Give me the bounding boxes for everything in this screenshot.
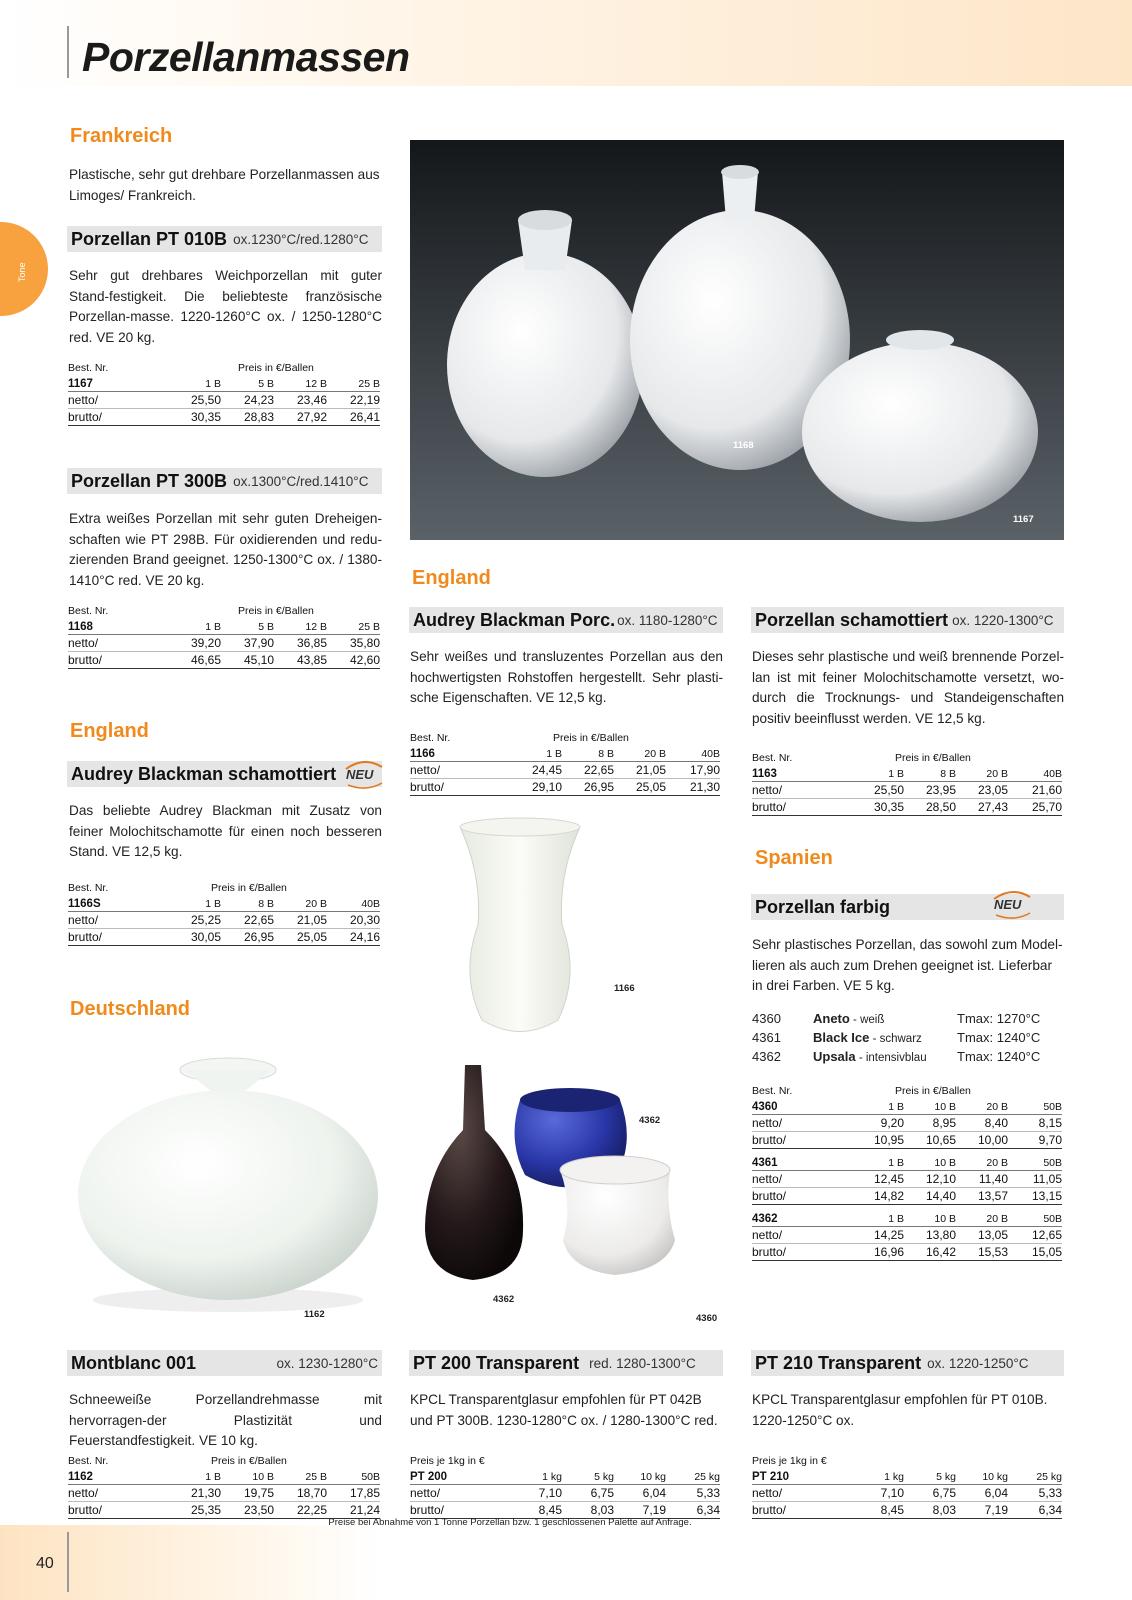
price-cell: 7,19	[984, 1503, 1008, 1517]
color-nr: 4360	[752, 1011, 781, 1026]
page-number: 40	[36, 1555, 54, 1572]
price-table-pt010b	[68, 362, 380, 426]
price-cell: 21,30	[689, 780, 720, 794]
price-cell: 21,30	[190, 1486, 221, 1500]
price-cell: 25,05	[296, 930, 327, 944]
product-header-pt210	[751, 1350, 1064, 1376]
product-temp: ox.1230°C/red.1280°C	[233, 231, 369, 247]
price-cell: 43,85	[296, 653, 327, 667]
bestnr-label: Best. Nr.	[752, 1085, 793, 1097]
price-table-1162	[68, 1455, 380, 1519]
price-cell: 7,10	[538, 1486, 562, 1500]
col-header: 10 B	[934, 1156, 956, 1169]
pt200-description: KPCL Transparentglasur empfohlen für PT 042B und PT 300B. 1230-1280°C ox. / 1280-1300°C red.	[410, 1392, 718, 1428]
color-row	[752, 1010, 1064, 1029]
photo-colored-vases	[405, 1060, 727, 1320]
netto-label: netto/	[68, 1486, 99, 1500]
col-header: 1 B	[888, 1100, 904, 1113]
price-cell: 26,95	[583, 780, 614, 794]
col-header: 5 kg	[936, 1470, 956, 1483]
price-cell: 23,50	[243, 1503, 274, 1517]
price-cell: 5,33	[696, 1486, 720, 1500]
netto-label: netto/	[68, 393, 99, 407]
price-cell: 8,03	[590, 1503, 614, 1517]
price-cell: 17,85	[349, 1486, 380, 1500]
price-cell: 6,04	[984, 1486, 1008, 1500]
netto-label: netto/	[752, 1172, 783, 1186]
price-label: Preis in €/Ballen	[211, 882, 287, 894]
product-header-audrey-porc	[409, 607, 723, 633]
col-header: 50B	[1043, 1212, 1062, 1225]
price-cell: 23,95	[925, 783, 956, 797]
price-cell: 25,50	[190, 393, 221, 407]
col-header: 5 kg	[594, 1470, 614, 1483]
color-suffix: - weiß	[849, 1014, 885, 1026]
col-header: 10 B	[934, 1212, 956, 1225]
price-cell: 13,57	[977, 1189, 1008, 1203]
price-cell: 15,53	[977, 1245, 1008, 1259]
brutto-label: brutto/	[68, 410, 103, 424]
audrey-porc-description: Sehr weißes und transluzentes Porzellan aus den hochwertigsten Rohstoffen hergestellt. Sehr plasti-sche Eigenschaften. VE 12,5 kg.	[410, 649, 723, 705]
montblanc-description: Schneeweiße Porzellandrehmasse mit hervorragen-der Plastizität und Feuerstandfestigkeit. VE 10 kg.	[69, 1392, 382, 1448]
price-table-1166s	[68, 882, 380, 946]
col-header: 1 B	[205, 1470, 221, 1483]
new-badge-label: NEU	[346, 767, 374, 782]
brutto-label: brutto/	[752, 1189, 787, 1203]
product-header-pt010b	[67, 226, 382, 252]
brutto-label: brutto/	[68, 1503, 103, 1517]
caption-1167: 1167	[1013, 514, 1034, 525]
col-header: 25 kg	[694, 1470, 720, 1483]
caption-4362-dark: 4362	[493, 1294, 515, 1305]
col-header: 20 B	[986, 1156, 1008, 1169]
netto-label: netto/	[752, 1228, 783, 1242]
price-cell: 6,34	[1038, 1503, 1062, 1517]
col-header: 20 B	[986, 1212, 1008, 1225]
price-cell: 23,05	[977, 783, 1008, 797]
price-cell: 10,65	[925, 1133, 956, 1147]
colored-vases-illustration	[405, 1060, 727, 1320]
price-cell: 11,05	[1032, 1172, 1062, 1186]
price-cell: 8,95	[932, 1116, 956, 1130]
price-cell: 27,92	[296, 410, 327, 424]
col-header: 25 B	[358, 377, 380, 390]
col-header: 40B	[1043, 767, 1062, 780]
brutto-label: brutto/	[752, 1503, 787, 1517]
color-tmax: Tmax: 1270°C	[957, 1011, 1041, 1026]
price-cell: 13,05	[977, 1228, 1008, 1242]
price-per-kg-label: Preis je 1kg in €	[410, 1455, 485, 1467]
price-label: Preis in €/Ballen	[895, 1085, 971, 1097]
product-name: PT 210 Transparent	[755, 1352, 922, 1373]
netto-label: netto/	[752, 1116, 783, 1130]
new-badge	[990, 888, 1034, 920]
footer-background	[0, 1525, 380, 1600]
price-cell: 35,80	[349, 636, 380, 650]
bestnr-label: Best. Nr.	[68, 882, 109, 894]
col-header: 1 B	[205, 620, 221, 633]
col-header: 1 B	[546, 747, 562, 760]
product-temp: ox. 1220-1250°C	[927, 1355, 1029, 1371]
col-header: 25 B	[358, 620, 380, 633]
price-table-pt200	[410, 1455, 720, 1519]
product-header-audrey-schamottiert	[67, 761, 382, 787]
price-cell: 27,43	[977, 800, 1008, 814]
color-tmax: Tmax: 1240°C	[957, 1049, 1041, 1064]
price-cell: 17,90	[689, 763, 720, 777]
product-name: Montblanc 001	[71, 1352, 197, 1373]
bestnr-label: Best. Nr.	[68, 1455, 109, 1467]
price-cell: 9,20	[880, 1116, 904, 1130]
vase-1162-illustration	[68, 1040, 382, 1322]
col-header: 40B	[701, 747, 720, 760]
caption-4362-blue: 4362	[639, 1115, 661, 1126]
netto-label: netto/	[68, 636, 99, 650]
col-header: 1 kg	[884, 1470, 904, 1483]
footnote: Preise bei Abnahme von 1 Tonne Porzellan bzw. 1 geschlossenen Palette auf Anfrage.	[328, 1517, 692, 1528]
col-header: 25 B	[305, 1470, 327, 1483]
color-row	[752, 1029, 1064, 1048]
article-number: PT 200	[410, 1470, 448, 1483]
price-cell: 25,50	[873, 783, 904, 797]
photo-1162	[68, 1040, 382, 1322]
col-header: 8 B	[598, 747, 614, 760]
brutto-label: brutto/	[752, 1133, 787, 1147]
price-cell: 6,75	[590, 1486, 614, 1500]
audrey-schamottiert-description: Das beliebte Audrey Blackman mit Zusatz von feiner Molochitschamotte für einen noch besseren Stand. VE 12,5 kg.	[69, 803, 382, 859]
side-tab-label: Tone	[17, 262, 27, 282]
col-header: 20 B	[986, 1100, 1008, 1113]
article-number: 4361	[752, 1156, 778, 1169]
price-cell: 26,95	[243, 930, 274, 944]
product-temp: ox. 1230-1280°C	[276, 1355, 378, 1371]
price-cell: 24,16	[349, 930, 380, 944]
col-header: 8 B	[258, 897, 274, 910]
price-cell: 14,82	[873, 1189, 904, 1203]
col-header: 25 kg	[1036, 1470, 1062, 1483]
price-cell: 20,30	[349, 913, 380, 927]
price-cell: 13,80	[925, 1228, 956, 1242]
price-cell: 23,46	[296, 393, 327, 407]
price-cell: 25,05	[635, 780, 666, 794]
section-frankreich: Frankreich	[70, 125, 173, 147]
price-cell: 28,83	[243, 410, 274, 424]
price-label: Preis in €/Ballen	[238, 362, 314, 374]
price-cell: 12,65	[1031, 1228, 1062, 1242]
col-header: 40B	[361, 897, 380, 910]
vases-1168-1167-illustration	[410, 140, 1064, 540]
price-cell: 37,90	[243, 636, 274, 650]
price-cell: 30,05	[190, 930, 221, 944]
price-cell: 28,50	[925, 800, 956, 814]
brutto-label: brutto/	[410, 1503, 445, 1517]
netto-label: netto/	[752, 783, 783, 797]
price-cell: 12,10	[925, 1172, 956, 1186]
col-header: 5 B	[258, 377, 274, 390]
product-temp: ox. 1220-1300°C	[952, 612, 1054, 628]
price-table-pt210	[752, 1455, 1062, 1519]
price-cell: 12,45	[873, 1172, 904, 1186]
article-number: 1162	[68, 1470, 93, 1483]
caption-1162: 1162	[304, 1309, 325, 1320]
frankreich-description: Plastische, sehr gut drehbare Porzellanmassen aus Limoges/ Frankreich.	[69, 167, 380, 203]
col-header: 8 B	[940, 767, 956, 780]
bestnr-label: Best. Nr.	[410, 732, 451, 744]
section-england-2: England	[412, 567, 491, 589]
color-name: Black Ice	[813, 1030, 870, 1045]
col-header: 50B	[361, 1470, 380, 1483]
color-suffix: - schwarz	[869, 1033, 922, 1045]
col-header: 10 B	[934, 1100, 956, 1113]
product-name: Porzellan schamottiert	[755, 609, 949, 630]
col-header: 1 B	[205, 897, 221, 910]
section-spanien: Spanien	[755, 847, 833, 869]
product-name: Audrey Blackman schamottiert	[71, 763, 337, 784]
product-name: Porzellan PT 010B	[71, 228, 228, 249]
price-label: Preis in €/Ballen	[895, 752, 971, 764]
price-cell: 36,85	[296, 636, 327, 650]
col-header: 10 kg	[640, 1470, 666, 1483]
bestnr-label: Best. Nr.	[68, 362, 109, 374]
netto-label: netto/	[410, 1486, 441, 1500]
price-cell: 16,96	[873, 1245, 904, 1259]
color-name: Upsala	[813, 1049, 856, 1064]
pt210-description: KPCL Transparentglasur empfohlen für PT 010B. 1220-1250°C ox.	[752, 1392, 1048, 1428]
price-cell: 39,20	[190, 636, 221, 650]
price-cell: 22,25	[296, 1503, 327, 1517]
price-cell: 24,45	[531, 763, 562, 777]
price-table-pt300b	[68, 605, 380, 669]
col-header: 10 kg	[982, 1470, 1008, 1483]
price-cell: 8,45	[538, 1503, 562, 1517]
col-header: 5 B	[258, 620, 274, 633]
header-rule	[67, 26, 69, 78]
price-cell: 7,19	[642, 1503, 666, 1517]
product-temp: ox. 1180-1280°C	[617, 612, 718, 628]
product-temp: ox.1300°C/red.1410°C	[233, 473, 369, 489]
product-name: Porzellan farbig	[755, 896, 891, 917]
price-cell: 10,00	[977, 1133, 1008, 1147]
price-cell: 21,05	[635, 763, 666, 777]
product-header-pt300b	[67, 468, 382, 494]
price-label: Preis in €/Ballen	[238, 605, 314, 617]
brutto-label: brutto/	[410, 780, 445, 794]
price-cell: 25,35	[190, 1503, 221, 1517]
price-cell: 7,10	[880, 1486, 904, 1500]
col-header: 1 kg	[542, 1470, 562, 1483]
caption-1168: 1168	[733, 440, 754, 451]
price-cell: 30,35	[873, 800, 904, 814]
price-cell: 24,23	[243, 393, 274, 407]
col-header: 1 B	[888, 767, 904, 780]
col-header: 50B	[1043, 1100, 1062, 1113]
price-cell: 30,35	[190, 410, 221, 424]
section-deutschland: Deutschland	[70, 998, 191, 1020]
color-name: Aneto	[813, 1011, 850, 1026]
article-number: 1167	[68, 377, 93, 390]
price-cell: 6,04	[642, 1486, 666, 1500]
col-header: 20 B	[644, 747, 666, 760]
caption-1166: 1166	[614, 983, 635, 994]
article-number: 1166	[410, 747, 435, 760]
price-table-1163	[752, 752, 1062, 816]
price-cell: 21,05	[296, 913, 327, 927]
vase-1166-illustration	[440, 815, 600, 1045]
price-cell: 26,41	[349, 410, 380, 424]
col-header: 12 B	[305, 377, 327, 390]
section-england: England	[70, 720, 149, 742]
price-table-farbig	[752, 1085, 1062, 1261]
color-tmax: Tmax: 1240°C	[957, 1030, 1041, 1045]
price-cell: 14,40	[925, 1189, 956, 1203]
article-number: 4360	[752, 1100, 778, 1113]
col-header: 20 B	[305, 897, 327, 910]
color-nr: 4362	[752, 1049, 781, 1064]
brutto-label: brutto/	[68, 930, 103, 944]
price-cell: 16,42	[925, 1245, 956, 1259]
price-cell: 22,65	[583, 763, 614, 777]
article-number: 1163	[752, 767, 777, 780]
price-cell: 8,03	[932, 1503, 956, 1517]
bestnr-label: Best. Nr.	[752, 752, 793, 764]
porzellan-schamottiert-description: Dieses sehr plastische und weiß brennende Porzel-lan ist mit feiner Molochitschamotte versetzt, wo-durch die Trocknungs- und Standeigenschaften positiv beeinflusst werden. VE 12,5 kg.	[752, 649, 1064, 726]
color-nr: 4361	[752, 1030, 781, 1045]
price-cell: 25,70	[1031, 800, 1062, 814]
netto-label: netto/	[410, 763, 441, 777]
brutto-label: brutto/	[68, 653, 103, 667]
product-header-montblanc	[67, 1350, 382, 1376]
col-header: 1 B	[888, 1212, 904, 1225]
article-number: PT 210	[752, 1470, 790, 1483]
price-cell: 5,33	[1038, 1486, 1062, 1500]
price-table-1166	[410, 732, 720, 796]
product-name: Porzellan PT 300B	[71, 470, 228, 491]
price-cell: 8,15	[1038, 1116, 1062, 1130]
price-cell: 22,19	[349, 393, 380, 407]
price-cell: 9,70	[1038, 1133, 1062, 1147]
col-header: 12 B	[305, 620, 327, 633]
color-row	[752, 1048, 1064, 1067]
product-header-porzellan-schamottiert	[751, 607, 1064, 633]
brutto-label: brutto/	[752, 1245, 787, 1259]
article-number: 1166S	[68, 897, 101, 910]
price-per-kg-label: Preis je 1kg in €	[752, 1455, 827, 1467]
price-cell: 46,65	[190, 653, 221, 667]
col-header: 1 B	[205, 377, 221, 390]
netto-label: netto/	[68, 913, 99, 927]
price-cell: 29,10	[531, 780, 562, 794]
price-cell: 21,24	[349, 1503, 380, 1517]
product-header-pt200	[409, 1350, 723, 1376]
price-cell: 13,15	[1031, 1189, 1062, 1203]
price-cell: 8,45	[880, 1503, 904, 1517]
price-cell: 25,25	[190, 913, 221, 927]
new-badge	[342, 758, 386, 790]
footer-rule	[67, 1532, 69, 1592]
price-cell: 21,60	[1031, 783, 1062, 797]
col-header: 1 B	[888, 1156, 904, 1169]
product-temp: red. 1280-1300°C	[589, 1355, 696, 1371]
price-cell: 14,25	[873, 1228, 904, 1242]
price-cell: 11,40	[978, 1172, 1008, 1186]
price-cell: 42,60	[349, 653, 380, 667]
price-cell: 18,70	[296, 1486, 327, 1500]
article-number: 4362	[752, 1212, 778, 1225]
new-badge-label: NEU	[994, 897, 1022, 912]
article-number: 1168	[68, 620, 93, 633]
caption-4360: 4360	[696, 1313, 718, 1324]
netto-label: netto/	[752, 1486, 783, 1500]
price-cell: 6,34	[696, 1503, 720, 1517]
bestnr-label: Best. Nr.	[68, 605, 109, 617]
brutto-label: brutto/	[752, 800, 787, 814]
price-cell: 8,40	[984, 1116, 1008, 1130]
price-label: Preis in €/Ballen	[553, 732, 629, 744]
product-name: Audrey Blackman Porc.	[413, 609, 616, 630]
photo-1168-1167	[410, 140, 1064, 540]
price-cell: 6,75	[932, 1486, 956, 1500]
price-cell: 10,95	[873, 1133, 904, 1147]
col-header: 10 B	[252, 1470, 274, 1483]
color-list	[752, 1010, 1064, 1067]
color-suffix: - intensivblau	[855, 1052, 927, 1064]
porzellan-farbig-description: Sehr plastisches Porzellan, das sowohl zum Model-lieren als auch zum Drehen geeignet ist. Lieferbar in drei Farben. VE 5 kg.	[752, 937, 1063, 993]
col-header: 50B	[1043, 1156, 1062, 1169]
price-cell: 19,75	[243, 1486, 274, 1500]
price-cell: 15,05	[1031, 1245, 1062, 1259]
pt300b-description: Extra weißes Porzellan mit sehr guten Dreheigen-schaften wie PT 298B. Für oxidierenden und redu-zierenden Brand geeignet. 1250-1300°C ox. / 1380-1410°C red. VE 20 kg.	[69, 511, 382, 588]
product-name: PT 200 Transparent	[413, 1352, 580, 1373]
photo-1166	[440, 815, 600, 1045]
price-cell: 22,65	[243, 913, 274, 927]
pt010b-description: Sehr gut drehbares Weichporzellan mit guter Stand-festigkeit. Die beliebteste französische Porzellan-masse. 1220-1260°C ox. / 1250-1280°C red. VE 20 kg.	[69, 268, 382, 345]
page-title: Porzellanmassen	[82, 34, 410, 80]
col-header: 20 B	[986, 767, 1008, 780]
price-cell: 45,10	[243, 653, 274, 667]
price-label: Preis in €/Ballen	[211, 1455, 287, 1467]
